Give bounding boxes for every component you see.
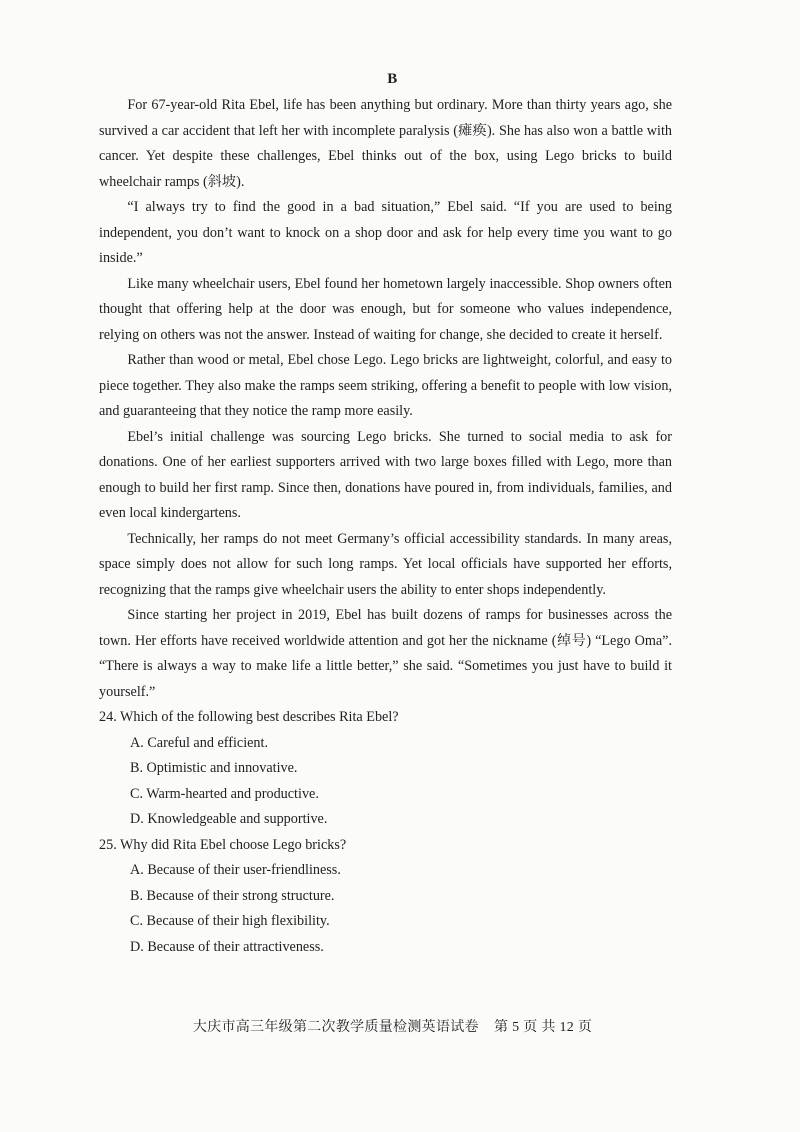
option-d: D. Because of their attractiveness.: [130, 938, 324, 955]
section-title: B: [387, 71, 398, 87]
option-a: A. Careful and efficient.: [130, 734, 269, 751]
page-footer: [0, 1016, 785, 1036]
passage-paragraph-1: For 67-year-old Rita Ebel, life has been anything but ordinary. More than thirty years ago, she survived a car accident that left her with incomplete paralysis (瘫痪). She has also won a battle with cancer. Yet despite these challenges, Ebel thinks out of the box, using Lego bricks to build wheelchair ramps (斜坡).: [99, 97, 672, 190]
option-d: D. Knowledgeable and supportive.: [130, 811, 328, 827]
passage-paragraph-3: Like many wheelchair users, Ebel found her hometown largely inaccessible. Shop owners often thought that offering help at the door was enough, but for someone who values independence, relying on others was not the answer. Instead of waiting for change, she decided to create it herself.: [99, 275, 672, 343]
passage-paragraph-5: Ebel’s initial challenge was sourcing Lego bricks. She turned to social media to ask for donations. One of her earliest supporters arrived with two large boxes filled with Lego, more than enough to build her first ramp. Since then, donations have poured in, from individuals, families, and even local kindergartens.: [99, 428, 672, 521]
option-b: B. Optimistic and innovative.: [130, 760, 298, 776]
question-stem: 25. Why did Rita Ebel choose Lego bricks?: [99, 836, 347, 853]
option-c: C. Because of their high flexibility.: [130, 913, 330, 929]
page-number: 第 5 页 共 12 页: [494, 1020, 593, 1035]
question-stem: 24. Which of the following best describes Rita Ebel?: [99, 709, 399, 725]
passage-paragraph-4: Rather than wood or metal, Ebel chose Lego. Lego bricks are lightweight, colorful, and easy to piece together. They also make the ramps seem striking, offering a benefit to people with low vision, and guaranteeing that they notice the ramp more easily.: [99, 352, 672, 419]
passage-paragraph-7: Since starting her project in 2019, Ebel has built dozens of ramps for businesses across the town. Her efforts have received worldwide attention and got her the nickname (绰号) “Lego Oma”. “There is always a way to make life a little better,” she said. “Sometimes you just have to build it yourself.”: [99, 607, 672, 700]
passage-paragraph-2: “I always try to find the good in a bad situation,” Ebel said. “If you are used to being independent, you don’t want to knock on a shop door and ask for help every time you want to go inside.”: [99, 199, 672, 266]
question-25: [99, 833, 672, 961]
reading-passage: [99, 93, 672, 960]
option-b: B. Because of their strong structure.: [130, 887, 335, 904]
passage-paragraph-6: Technically, her ramps do not meet Germany’s official accessibility standards. In many areas, space simply does not allow for such long ramps. Yet local officials have supported her efforts, recognizing that the ramps give wheelchair users the ability to enter shops independently.: [99, 530, 672, 598]
option-c: C. Warm-hearted and productive.: [130, 785, 319, 802]
exam-name: 大庆市高三年级第二次教学质量检测英语试卷: [192, 1020, 479, 1035]
option-a: A. Because of their user-friendliness.: [130, 862, 341, 878]
question-24: [99, 705, 672, 833]
